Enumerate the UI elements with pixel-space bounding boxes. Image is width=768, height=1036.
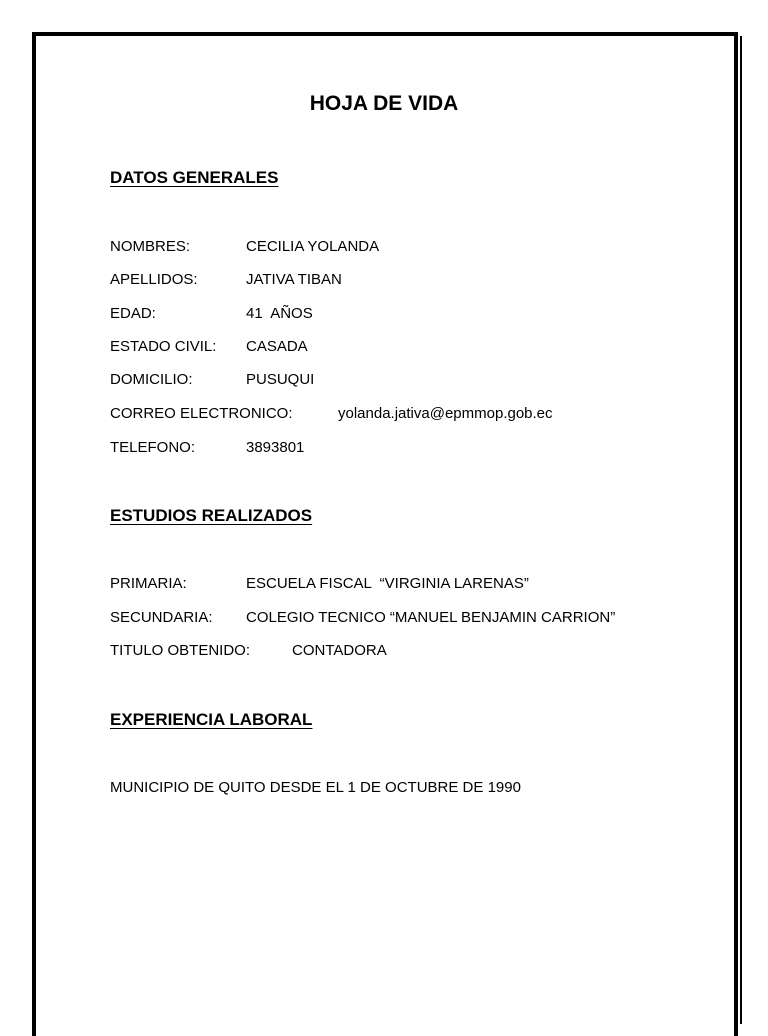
field-label: TITULO OBTENIDO:: [110, 642, 251, 659]
section-heading-experiencia: EXPERIENCIA LABORAL: [110, 710, 313, 729]
field-label: ESTADO CIVIL:: [110, 338, 217, 355]
document-title: HOJA DE VIDA: [309, 92, 459, 115]
field-value: COLEGIO TECNICO “MANUEL BENJAMIN CARRION”: [246, 609, 616, 626]
section-heading-datos-generales: DATOS GENERALES: [110, 168, 279, 187]
page-border-shadow: [740, 36, 742, 1024]
field-value: CECILIA YOLANDA: [246, 238, 380, 255]
field-value: JATIVA TIBAN: [246, 271, 342, 288]
field-label: SECUNDARIA:: [110, 609, 213, 626]
field-value: PUSUQUI: [246, 371, 315, 388]
field-value: ESCUELA FISCAL “VIRGINIA LARENAS”: [246, 575, 529, 592]
field-value: CASADA: [246, 338, 308, 355]
field-value: 3893801: [246, 439, 305, 456]
section-heading-estudios: ESTUDIOS REALIZADOS: [110, 506, 313, 525]
field-label: APELLIDOS:: [110, 271, 198, 288]
field-label: EDAD:: [110, 305, 156, 322]
field-value: 41 AÑOS: [246, 305, 313, 322]
field-label: NOMBRES:: [110, 238, 191, 255]
field-label: DOMICILIO:: [110, 371, 193, 388]
field-label: PRIMARIA:: [110, 575, 187, 592]
experiencia-text: MUNICIPIO DE QUITO DESDE EL 1 DE OCTUBRE DE 1990: [110, 779, 521, 796]
field-label: CORREO ELECTRONICO:: [110, 405, 293, 422]
field-value: CONTADORA: [292, 642, 387, 659]
field-label: TELEFONO:: [110, 439, 196, 456]
field-value-email: yolanda.jativa@epmmop.gob.ec: [338, 405, 553, 422]
